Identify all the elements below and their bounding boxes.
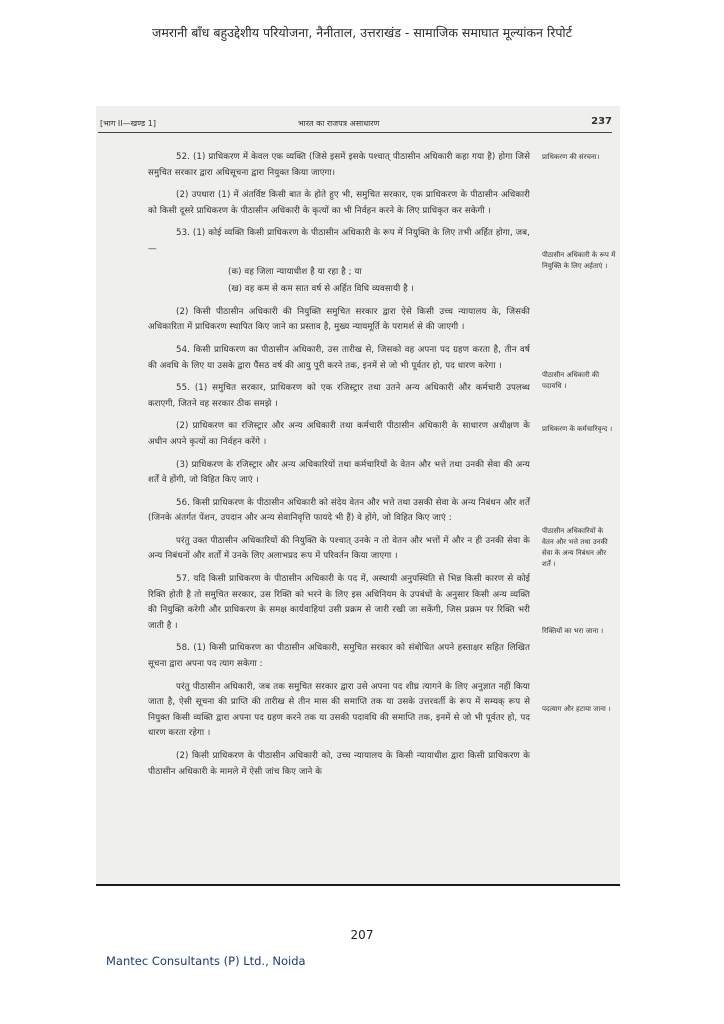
footer-company: Mantec Consultants (P) Ltd., Noida (106, 954, 306, 968)
side-note-56: पीठासीन अधिकारियों के वेतन और भत्ते तथा उनकी सेवा के अन्य निबंधन और शर्तें । (542, 527, 608, 568)
side-note-52: प्राधिकरण की संरचना। (542, 153, 600, 161)
gazette-part-label: [भाग II—खण्ड 1] (100, 119, 156, 128)
side-note-54: पीठासीन अधिकारी की पदावधि । (542, 371, 600, 390)
section-58-2: (2) किसी प्राधिकरण के पीठासीन अधिकारी को, उच्च न्यायालय के किसी न्यायाधीश द्वारा किसी प्राधिकरण के पीठासीन अधिकारी के मामले में ऐसी जांच किए जाने के (148, 751, 530, 777)
gazette-title: भारत का राजपत्र असाधारण (298, 119, 380, 128)
scanned-gazette-page (96, 106, 620, 886)
page-number: 207 (350, 928, 374, 942)
section-52-1: 52. (1) प्राधिकरण में केवल एक व्यक्ति (जिसे इसमें इसके पश्चात् पीठासीन अधिकारी कहा गया है) होगा जिसे समुचित सरकार द्वारा अधिसूचना द्वारा नियुक्त किया जाएगा। (148, 152, 530, 178)
section-55-3: (3) प्राधिकरण के रजिस्ट्रार और अन्य अधिकारियों तथा कर्मचारियों के वेतन और भत्ते तथा उनकी सेवा की अन्य शर्तें वे होंगी, जो विहित किए जाएं । (148, 459, 530, 486)
gazette-header (98, 116, 612, 133)
section-56-proviso: परंतु उक्त पीठासीन अधिकारियों की नियुक्ति के पश्चात् उनके न तो वेतन और भत्तों में और न ही उनकी सेवा के अन्य निबंधनों और शर्तों में उनके लिए अलाभप्रद रूप में परिवर्तन किया जाएगा । (148, 535, 530, 562)
section-53-1-kha: (ख) वह कम से कम सात वर्ष से अर्हित विधि व्यवसायी है । (228, 284, 414, 295)
gazette-page-number: 237 (591, 116, 612, 127)
side-note-58: पदत्याग और हटाया जाना । (542, 705, 611, 713)
section-55-1: 55. (1) समुचित सरकार, प्राधिकरण को एक रजिस्ट्रार तथा उतने अन्य अधिकारी और कर्मचारी उपलब्ध कराएगी, जितने वह सरकार ठीक समझे । (148, 383, 530, 409)
page-header: जमरानी बाँध बहुउद्देशीय परियोजना, नैनीताल, उत्तराखंड - सामाजिक समाघात मूल्यांकन रिपोर्ट (152, 25, 572, 40)
side-note-53: पीठासीन अधिकारी के रूप में नियुक्ति के लिए अर्हताएं । (542, 251, 616, 270)
gazette-body (148, 150, 530, 787)
section-53-1-ka: (क) वह जिला न्यायाधीश है या रहा है ; या (228, 266, 362, 277)
section-54: 54. किसी प्राधिकरण का पीठासीन अधिकारी, उस तारीख से, जिसको वह अपना पद ग्रहण करता है, तीन वर्ष की अवधि के लिए या उसके द्वारा पैंसठ वर्ष की आयु पूरी करने तक, इनमें से जो भी पूर्वतर हो, पद धारण करेगा । (148, 344, 530, 371)
section-58-1: 58. (1) किसी प्राधिकरण का पीठासीन अधिकारी, समुचित सरकार को संबोधित अपने हस्ताक्षर सहित लिखित सूचना द्वारा अपना पद त्याग सकेगा : (148, 643, 530, 670)
section-55-2: (2) प्राधिकरण का रजिस्ट्रार और अन्य अधिकारी तथा कर्मचारी पीठासीन अधिकारी के साधारण अधीक्षण के अधीन अपने कृत्यों का निर्वहन करेंगे । (148, 421, 530, 447)
section-56: 56. किसी प्राधिकरण के पीठासीन अधिकारी को संदेय वेतन और भत्ते तथा उसकी सेवा के अन्य निबंधन और शर्तें (जिनके अंतर्गत पेंशन, उपदान और अन्य सेवानिवृत्ति फायदे भी हैं) वे होंगे, जो विहित किए जाएं : (148, 497, 530, 524)
section-53-2: (2) किसी पीठासीन अधिकारी की नियुक्ति समुचित सरकार द्वारा ऐसे किसी उच्च न्यायालय के, जिसकी अधिकारिता में प्राधिकरण स्थापित किए जाने का प्रस्ताव है, मुख्य न्यायमूर्ति के परामर्श से की जाएगी । (148, 306, 530, 333)
side-note-57: रिक्तियों का भरा जाना । (542, 627, 604, 635)
section-52-2: (2) उपधारा (1) में अंतर्विष्ट किसी बात के होते हुए भी, समुचित सरकार, एक प्राधिकरण के पीठासीन अधिकारी को किसी दूसरे प्राधिकरण के पीठासीन अधिकारी के कृत्यों का भी निर्वहन करने के लिए प्राधिकृत कर सकेगी । (148, 190, 530, 216)
side-note-55: प्राधिकरण के कर्मचारिवृन्द । (542, 425, 613, 433)
section-58-proviso: परंतु पीठासीन अधिकारी, जब तक समुचित सरकार द्वारा उसे अपना पद शीघ्र त्यागने के लिए अनुज्ञात नहीं किया जाता है, ऐसी सूचना की प्राप्ति की तारीख से तीन मास की समाप्ति तक या उसके उत्तरवर्ती के रूप में सम्यक् रूप से नियुक्त किसी व्यक्ति द्वारा अपना पद ग्रहण करने तक या उसकी पदावधि की समाप्ति तक, इनमें से जो भी पूर्वतर हो, पद धारण करता रहेगा । (148, 681, 530, 739)
section-53-1: 53. (1) कोई व्यक्ति किसी प्राधिकरण के पीठासीन अधिकारी के रूप में नियुक्ति के लिए तभी अर्हित होगा, जब,— (148, 228, 530, 254)
section-57: 57. यदि किसी प्राधिकरण के पीठासीन अधिकारी के पद में, अस्थायी अनुपस्थिति से भिन्न किसी कारण से कोई रिक्ति होती है तो समुचित सरकार, उस रिक्ति को भरने के लिए इस अधिनियम के उपबंधों के अनुसार किसी अन्य व्यक्ति की नियुक्ति करेगी और प्राधिकरण के समक्ष कार्यवाहियां उसी प्रक्रम से जारी रखी जा सकेंगी, जिस प्रक्रम पर रिक्ति भरी जाती है । (148, 574, 530, 631)
